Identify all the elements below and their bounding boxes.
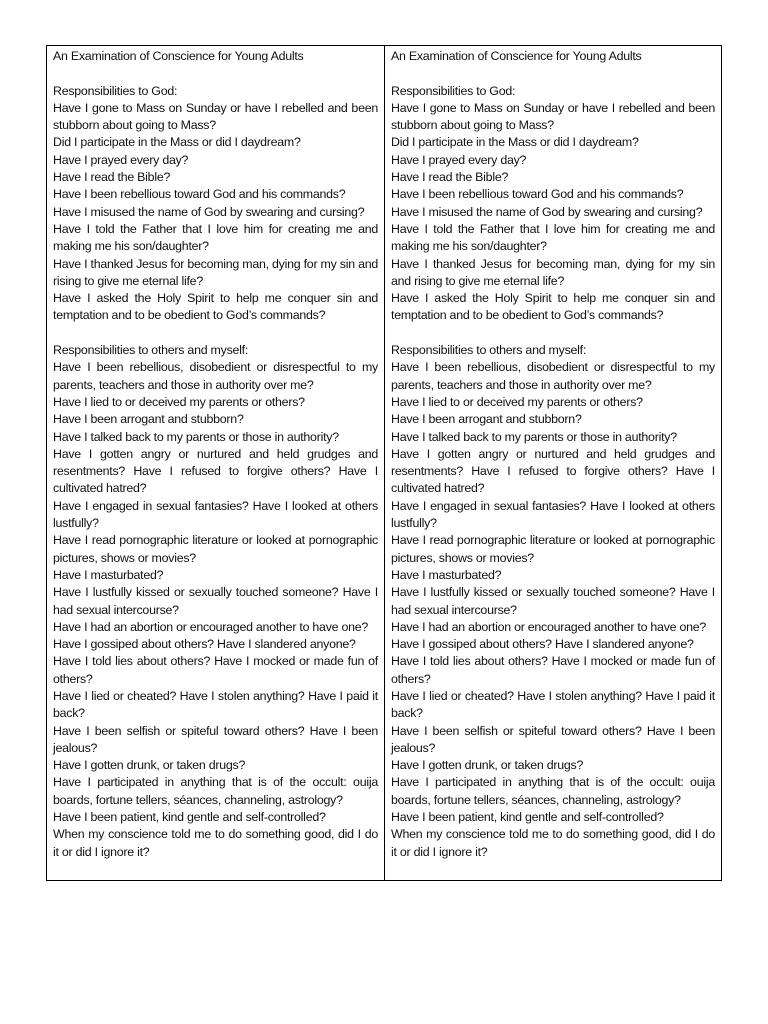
question-item: Have I participated in anything that is of the occult: ouija boards, fortune tellers, séances, channeling, astrology? xyxy=(391,775,715,807)
question-item: Have I gotten angry or nurtured and held grudges and resentments? Have I refused to forgive others? Have I cultivated hatred? xyxy=(53,446,378,496)
question-item: Have I read the Bible? xyxy=(391,170,509,185)
question-item: Have I gone to Mass on Sunday or have I rebelled and been stubborn about going to Mass? xyxy=(391,100,715,133)
question-item: Have I engaged in sexual fantasies? Have I looked at others lustfully? xyxy=(53,498,378,531)
question-item: Have I misused the name of God by swearing and cursing? xyxy=(53,204,365,219)
question-item: Have I prayed every day? xyxy=(391,152,527,167)
spacer xyxy=(53,325,378,342)
question-item: Have I been rebellious, disobedient or disrespectful to my parents, teachers and those in authority over me? xyxy=(391,360,715,392)
question-item: Have I gotten drunk, or taken drugs? xyxy=(391,758,584,773)
question-item: Have I participated in anything that is of the occult: ouija boards, fortune tellers, séances, channeling, astrology? xyxy=(53,775,378,807)
question-item: Have I been rebellious toward God and his commands? xyxy=(53,187,346,202)
question-item: Have I talked back to my parents or those in authority? xyxy=(391,429,677,444)
question-item: Have I gossiped about others? Have I slandered anyone? xyxy=(53,637,356,652)
question-item: Have I thanked Jesus for becoming man, dying for my sin and rising to give me eternal life? xyxy=(53,256,378,288)
question-item: Have I masturbated? xyxy=(391,567,502,582)
question-item: Have I lied or cheated? Have I stolen anything? Have I paid it back? xyxy=(53,688,378,721)
question-item: Have I read pornographic literature or looked at pornographic pictures, shows or movies? xyxy=(53,533,378,565)
document-title: An Examination of Conscience for Young Adults xyxy=(391,49,642,63)
spacer xyxy=(391,65,715,82)
question-item: Have I been arrogant and stubborn? xyxy=(391,412,582,427)
column-left xyxy=(47,46,384,880)
question-item: Have I gotten angry or nurtured and held grudges and resentments? Have I refused to forgive others? Have I cultivated hatred? xyxy=(391,446,715,496)
question-item: Did I participate in the Mass or did I daydream? xyxy=(391,135,639,150)
question-item: Have I been selfish or spiteful toward others? Have I been jealous? xyxy=(391,723,715,755)
question-item: Have I gotten drunk, or taken drugs? xyxy=(53,758,246,773)
question-item: Have I misused the name of God by swearing and cursing? xyxy=(391,204,703,219)
question-item: Have I gossiped about others? Have I slandered anyone? xyxy=(391,637,694,652)
spacer xyxy=(391,325,715,342)
question-item: Have I been rebellious, disobedient or disrespectful to my parents, teachers and those in authority over me? xyxy=(53,360,378,392)
question-item: Have I read the Bible? xyxy=(53,170,171,185)
question-item: When my conscience told me to do something good, did I do it or did I ignore it? xyxy=(53,827,378,859)
column-right xyxy=(384,46,721,880)
question-item: Have I told lies about others? Have I mocked or made fun of others? xyxy=(391,654,715,686)
question-item: Have I talked back to my parents or those in authority? xyxy=(53,429,339,444)
question-item: Have I prayed every day? xyxy=(53,152,189,167)
question-item: Have I engaged in sexual fantasies? Have I looked at others lustfully? xyxy=(391,498,715,531)
question-item: Have I told lies about others? Have I mocked or made fun of others? xyxy=(53,654,378,686)
question-item: Have I gone to Mass on Sunday or have I rebelled and been stubborn about going to Mass? xyxy=(53,100,378,133)
question-item: Have I told the Father that I love him for creating me and making me his son/daughter? xyxy=(391,221,715,254)
question-item: Have I had an abortion or encouraged another to have one? xyxy=(391,619,707,634)
question-item: Have I lustfully kissed or sexually touched someone? Have I had sexual intercourse? xyxy=(53,585,378,617)
document-title: An Examination of Conscience for Young Adults xyxy=(53,49,304,63)
question-item: Have I thanked Jesus for becoming man, dying for my sin and rising to give me eternal life? xyxy=(391,256,715,288)
question-item: Have I been rebellious toward God and his commands? xyxy=(391,187,684,202)
question-item: Did I participate in the Mass or did I daydream? xyxy=(53,135,301,150)
question-item: Have I lied to or deceived my parents or others? xyxy=(53,394,305,409)
question-item: Have I masturbated? xyxy=(53,567,164,582)
question-item: When my conscience told me to do something good, did I do it or did I ignore it? xyxy=(391,827,715,859)
question-item: Have I lustfully kissed or sexually touched someone? Have I had sexual intercourse? xyxy=(391,585,715,617)
section-heading-others: Responsibilities to others and myself: xyxy=(391,343,587,358)
question-item: Have I asked the Holy Spirit to help me conquer sin and temptation and to be obedient to God’s commands? xyxy=(53,291,378,323)
question-item: Have I been selfish or spiteful toward others? Have I been jealous? xyxy=(53,723,378,755)
question-item: Have I been patient, kind gentle and self-controlled? xyxy=(53,810,326,825)
section-heading-god: Responsibilities to God: xyxy=(391,83,516,98)
spacer xyxy=(53,65,378,82)
question-item: Have I been arrogant and stubborn? xyxy=(53,412,244,427)
question-item: Have I read pornographic literature or looked at pornographic pictures, shows or movies? xyxy=(391,533,715,565)
question-item: Have I asked the Holy Spirit to help me conquer sin and temptation and to be obedient to God’s commands? xyxy=(391,291,715,323)
question-item: Have I had an abortion or encouraged another to have one? xyxy=(53,619,369,634)
examination-table xyxy=(46,45,722,881)
question-item: Have I lied or cheated? Have I stolen anything? Have I paid it back? xyxy=(391,688,715,721)
question-item: Have I lied to or deceived my parents or others? xyxy=(391,394,643,409)
question-item: Have I told the Father that I love him for creating me and making me his son/daughter? xyxy=(53,221,378,254)
section-heading-others: Responsibilities to others and myself: xyxy=(53,343,249,358)
section-heading-god: Responsibilities to God: xyxy=(53,83,178,98)
question-item: Have I been patient, kind gentle and self-controlled? xyxy=(391,810,664,825)
